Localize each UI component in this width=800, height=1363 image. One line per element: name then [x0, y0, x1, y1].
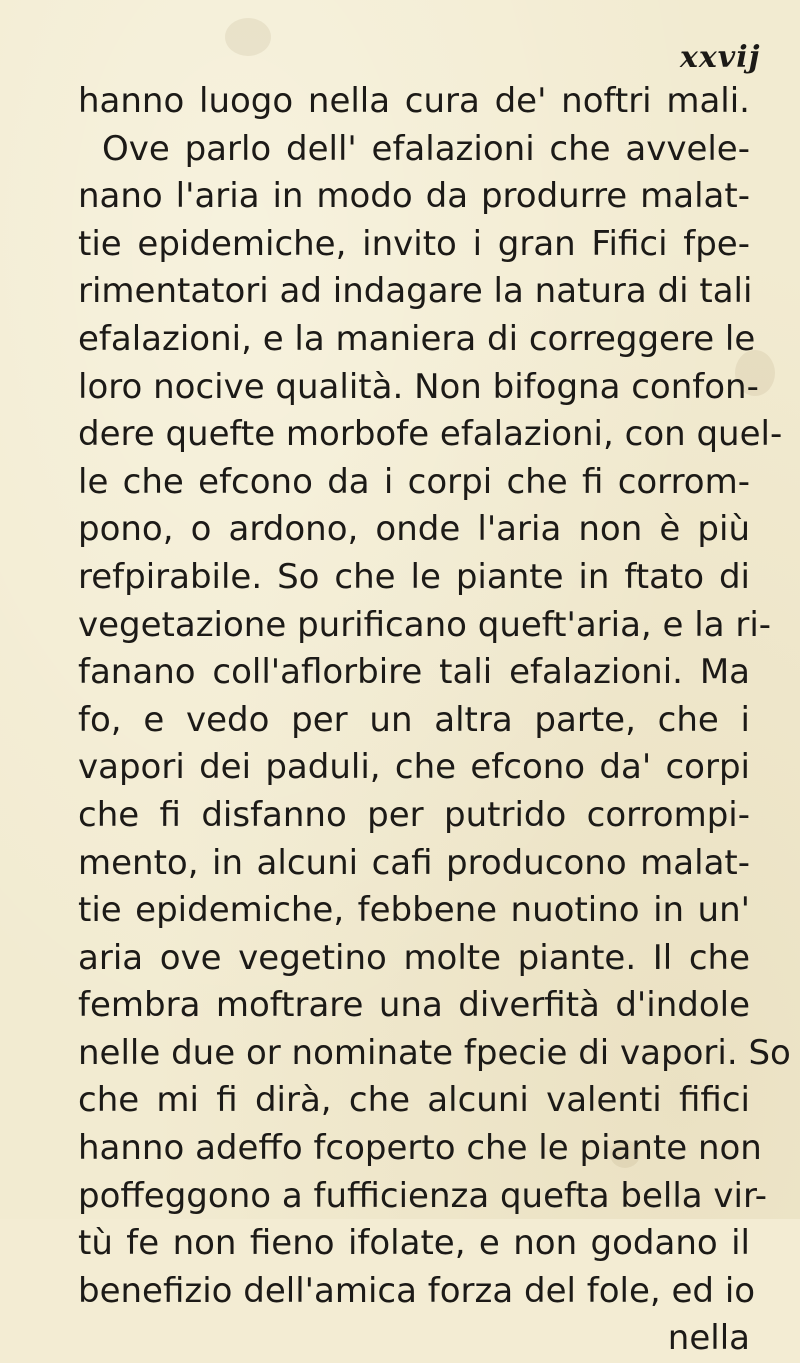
text-line: vegetazione purificano queft'aria, e la ri- [78, 604, 772, 645]
body-text [78, 78, 791, 1363]
text-line: che fi disfanno per putrido corrompi- [78, 794, 750, 835]
text-line: hanno luogo nella cura de' noftri mali. [78, 81, 750, 121]
text-line: nano l'aria in modo da produrre malat- [78, 176, 750, 217]
text-line: loro nocive qualità. Non bifogna confon- [78, 366, 759, 407]
text-line: pono, o ardono, onde l'aria non è più [78, 509, 750, 550]
text-line: fanano coll'aflorbire tali efalazioni. Ma [78, 652, 750, 693]
text-line: le che efcono da i corpi che fi corrom- [78, 461, 750, 502]
text-line: poffeggono a fufficienza quefta bella vir- [78, 1175, 768, 1216]
text-line: rimentatori ad indagare la natura di tali [78, 271, 753, 312]
text-line: dere quefte morbofe efalazioni, con quel- [78, 414, 783, 455]
text-line: aria ove vegetino molte piante. Il che [78, 937, 750, 978]
catchword: nella [667, 1318, 750, 1359]
text-line: tù fe non fieno ifolate, e non godano il [78, 1223, 750, 1264]
text-line: nelle due or nominate fpecie di vapori. So [78, 1032, 791, 1073]
text-line: che mi fi dirà, che alcuni valenti fifici [78, 1080, 750, 1121]
page-number: xxvij [680, 40, 761, 75]
text-line: refpirabile. So che le piante in ftato di [78, 556, 750, 597]
text-line: vapori dei paduli, che efcono da' corpi [78, 747, 750, 788]
paper-stain [225, 18, 271, 56]
text-line: Ove parlo dell' efalazioni che avvele- [102, 128, 750, 169]
text-line: tie epidemiche, invito i gran Fifici fpe- [78, 223, 750, 264]
text-line: benefizio dell'amica forza del fole, ed io [78, 1270, 756, 1311]
text-line: efalazioni, e la maniera di correggere le [78, 318, 756, 359]
text-line: hanno adeffo fcoperto che le piante non [78, 1128, 762, 1169]
text-line: fo, e vedo per un altra parte, che i [78, 699, 750, 740]
text-line: tie epidemiche, febbene nuotino in un' [78, 890, 750, 931]
text-line: mento, in alcuni cafi producono malat- [78, 842, 750, 883]
text-line: fembra moftrare una diverfità d'indole [78, 985, 750, 1026]
